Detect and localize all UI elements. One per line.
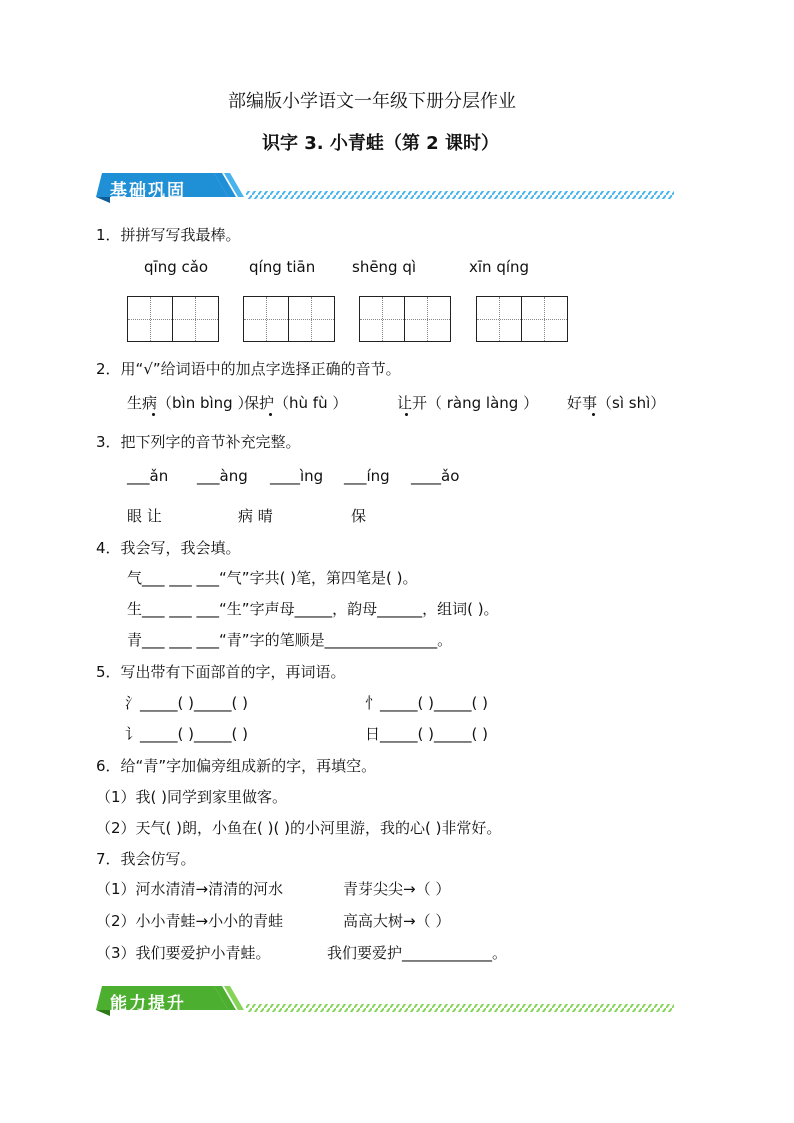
- q7-example-2: （2）小小青蛙→小小的青蛙: [96, 912, 284, 930]
- section-banner-basic: [96, 171, 676, 205]
- section-banner-advanced: [96, 984, 676, 1018]
- emphasis-dot: [269, 413, 272, 416]
- writing-grid-1[interactable]: [127, 296, 219, 342]
- question-4-title: 4．我会写，我会填。: [96, 539, 241, 557]
- q7-answer-2[interactable]: 高高大树→（ ）: [343, 912, 451, 930]
- lesson-title: 识字 3. 小青蛙（第 2 课时）: [262, 133, 499, 154]
- q5-row-2-right[interactable]: 日_____( )_____( ): [365, 725, 488, 743]
- question-2-title: 2．用“√”给词语中的加点字选择正确的音节。: [96, 360, 401, 378]
- q4-line-2[interactable]: 生___ ___ ___“生”字声母_____，韵母______，组词( )。: [127, 600, 499, 618]
- emphasis-dot: [405, 413, 408, 416]
- q3-chars-3: 保: [351, 507, 367, 525]
- q7-answer-3[interactable]: 我们要爱护____________。: [327, 944, 508, 962]
- banner-label: 能力提升: [110, 994, 186, 1014]
- question-1-title: 1．拼拼写写我最棒。: [96, 226, 241, 244]
- q7-answer-1[interactable]: 青芽尖尖→（ ）: [343, 880, 451, 898]
- q2-item-1[interactable]: 生病（bìn bìng ）: [127, 394, 253, 412]
- question-5-title: 5．写出带有下面部首的字，再词语。: [96, 663, 346, 681]
- q4-line-3[interactable]: 青___ ___ ___“青”字的笔顺是_______________。: [127, 631, 453, 649]
- question-7-title: 7．我会仿写。: [96, 850, 196, 868]
- banner-label: 基础巩固: [110, 181, 186, 201]
- q3-blank-4[interactable]: ___íng: [344, 467, 390, 485]
- q3-chars-2: 病 晴: [238, 507, 273, 525]
- pinyin-2: qíng tiān: [249, 258, 316, 276]
- q3-blank-1[interactable]: ___ǎn: [127, 467, 169, 485]
- q3-blank-5[interactable]: ____ǎo: [411, 467, 460, 485]
- q4-line-1[interactable]: 气___ ___ ___“气”字共( )笔，第四笔是( )。: [127, 569, 418, 587]
- q5-row-1-left[interactable]: 氵_____( )_____( ): [125, 694, 248, 712]
- document-title: 部编版小学语文一年级下册分层作业: [228, 91, 516, 112]
- question-6-title: 6．给“青”字加偏旁组成新的字，再填空。: [96, 757, 377, 775]
- question-3-title: 3．把下列字的音节补充完整。: [96, 433, 301, 451]
- emphasis-dot: [152, 413, 155, 416]
- q2-item-4[interactable]: 好事（sì shì）: [567, 394, 666, 412]
- q3-blank-2[interactable]: ___àng: [197, 467, 248, 485]
- q6-line-1[interactable]: （1）我( )同学到家里做客。: [96, 788, 288, 806]
- emphasis-dot: [592, 413, 595, 416]
- writing-grid-2[interactable]: [243, 296, 335, 342]
- pinyin-1: qīng cǎo: [144, 258, 209, 276]
- pinyin-3: shēng qì: [352, 258, 417, 276]
- q7-example-3: （3）我们要爱护小青蛙。: [96, 944, 271, 962]
- q2-item-2[interactable]: 保护（hù fù ）: [244, 394, 348, 412]
- q5-row-2-left[interactable]: 讠_____( )_____( ): [125, 725, 248, 743]
- q5-row-1-right[interactable]: 忄_____( )_____( ): [365, 694, 488, 712]
- writing-grid-3[interactable]: [359, 296, 451, 342]
- q2-item-3[interactable]: 让开（ ràng làng ）: [397, 394, 539, 412]
- q3-blank-3[interactable]: ____ìng: [270, 467, 324, 485]
- pinyin-4: xīn qíng: [469, 258, 530, 276]
- q7-example-1: （1）河水清清→清清的河水: [96, 880, 284, 898]
- q3-chars-1: 眼 让: [127, 507, 162, 525]
- q6-line-2[interactable]: （2）天气( )朗，小鱼在( )( )的小河里游，我的心( )非常好。: [96, 819, 502, 837]
- writing-grid-4[interactable]: [476, 296, 568, 342]
